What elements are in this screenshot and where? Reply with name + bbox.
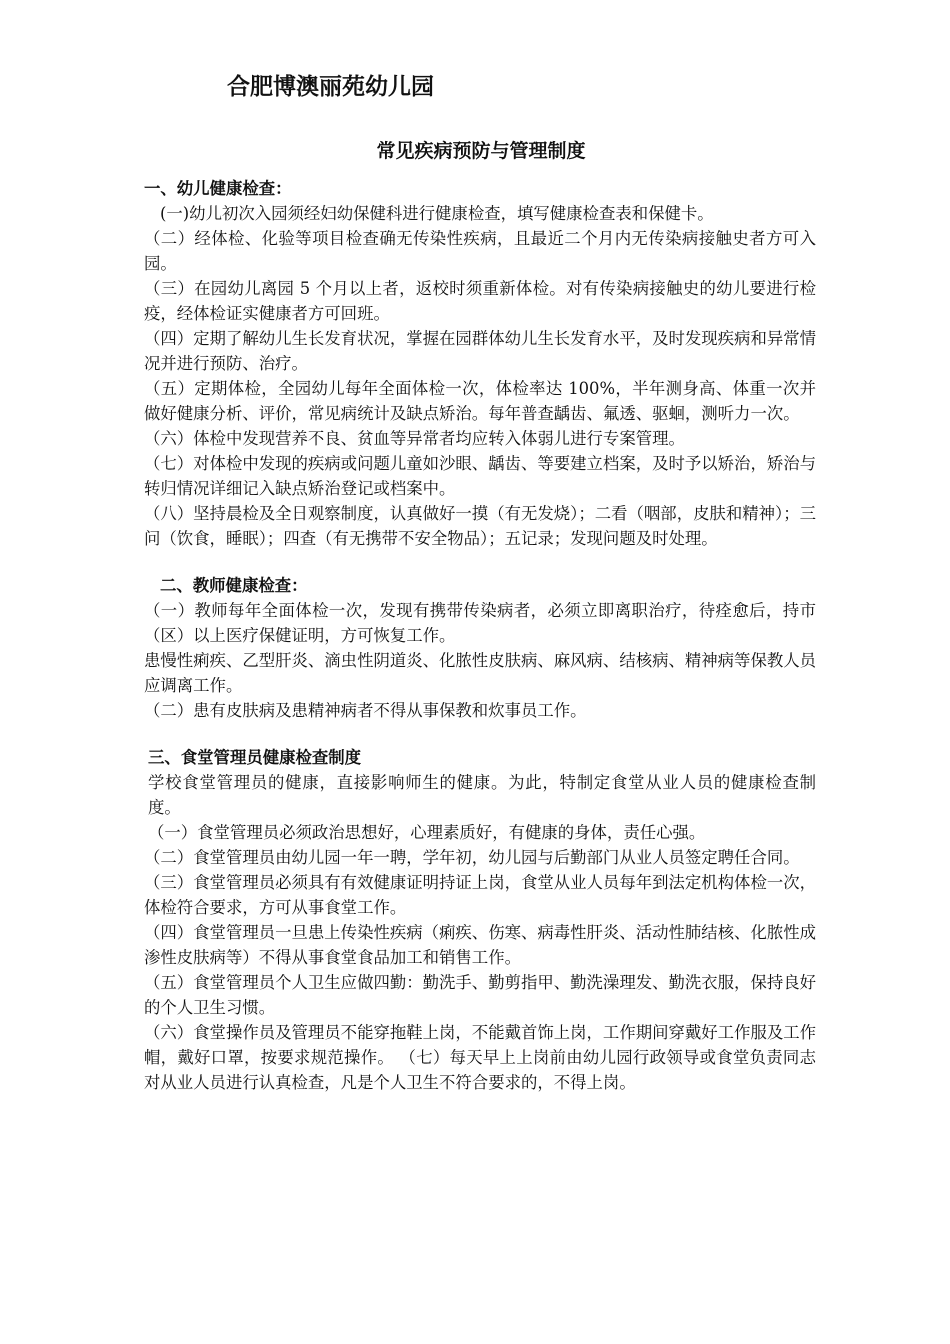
- document-body: [144, 176, 816, 1095]
- paragraph: （四）定期了解幼儿生长发育状况，掌握在园群体幼儿生长发育水平，及时发现疾病和异常情况并进行预防、治疗。: [144, 329, 817, 373]
- paragraph: （三）在园幼儿离园 5 个月以上者，返校时须重新体检。对有传染病接触史的幼儿要进行检疫，经体检证实健康者方可回班。: [144, 279, 816, 323]
- paragraph: （三）食堂管理员必须具有有效健康证明持证上岗，食堂从业人员每年到法定机构体检一次，体检符合要求，方可从事食堂工作。: [144, 873, 817, 917]
- paragraph: （四）食堂管理员一旦患上传染性疾病（痢疾、伤寒、病毒性肝炎、活动性肺结核、化脓性成渗性皮肤病等）不得从事食堂食品加工和销售工作。: [144, 923, 817, 967]
- section-spacer: [144, 723, 816, 745]
- paragraph: （二）患有皮肤病及患精神病者不得从事保教和炊事员工作。: [144, 701, 587, 720]
- section-heading: 三、食堂管理员健康检查制度: [148, 748, 362, 767]
- paragraph: （六）食堂操作员及管理员不能穿拖鞋上岗，不能戴首饰上岗，工作期间穿戴好工作服及工作帽，戴好口罩，按要求规范操作。 （七）每天早上上岗前由幼儿园行政领导或食堂负责同志对从业人员进行认真检查，凡是个人卫生不符合要求的，不得上岗。: [144, 1023, 817, 1092]
- paragraph: 患慢性痢疾、乙型肝炎、滴虫性阴道炎、化脓性皮肤病、麻风病、结核病、精神病等保教人员应调离工作。: [144, 651, 817, 695]
- organization-title: 合肥博澳丽苑幼儿园: [227, 74, 434, 100]
- paragraph: （五）定期体检，全园幼儿每年全面体检一次，体检率达 100%，半年测身高、体重一次并做好健康分析、评价，常见病统计及缺点矫治。每年普查龋齿、氟透、驱蛔，测听力一次。: [144, 379, 816, 423]
- paragraph: （七）对体检中发现的疾病或问题儿童如沙眼、龋齿、等要建立档案，及时予以矫治，矫治与转归情况详细记入缺点矫治登记或档案中。: [144, 454, 817, 498]
- paragraph: 学校食堂管理员的健康，直接影响师生的健康。为此，特制定食堂从业人员的健康检查制 度。: [148, 773, 816, 817]
- paragraph: （一）教师每年全面体检一次，发现有携带传染病者，必须立即离职治疗，待痊愈后，持市（区）以上医疗保健证明，方可恢复工作。: [144, 601, 816, 645]
- paragraph: （八）坚持晨检及全日观察制度，认真做好一摸（有无发烧）；二看（咽部，皮肤和精神）；三问（饮食，睡眠）；四查（有无携带不安全物品）；五记录；发现问题及时处理。: [144, 504, 817, 548]
- paragraph: (一)幼儿初次入园须经妇幼保健科进行健康检查，填写健康检查表和保健卡。: [160, 204, 714, 223]
- document-title: 常见疾病预防与管理制度: [376, 140, 586, 162]
- paragraph: （二）经体检、化验等项目检查确无传染性疾病，且最近二个月内无传染病接触史者方可入园。: [144, 229, 816, 273]
- section-heading: 二、教师健康检查：: [160, 576, 308, 595]
- section-spacer: [144, 551, 816, 573]
- paragraph: （一）食堂管理员必须政治思想好，心理素质好，有健康的身体，责任心强。: [148, 823, 706, 842]
- paragraph: （五）食堂管理员个人卫生应做四勤：勤洗手、勤剪指甲、勤洗澡理发、勤洗衣服，保持良好的个人卫生习惯。: [144, 973, 817, 1017]
- paragraph: （二）食堂管理员由幼儿园一年一聘，学年初，幼儿园与后勤部门从业人员签定聘任合同。: [144, 848, 800, 867]
- section-heading: 一、幼儿健康检查：: [144, 179, 292, 198]
- paragraph: （六）体检中发现营养不良、贫血等异常者均应转入体弱儿进行专案管理。: [144, 429, 685, 448]
